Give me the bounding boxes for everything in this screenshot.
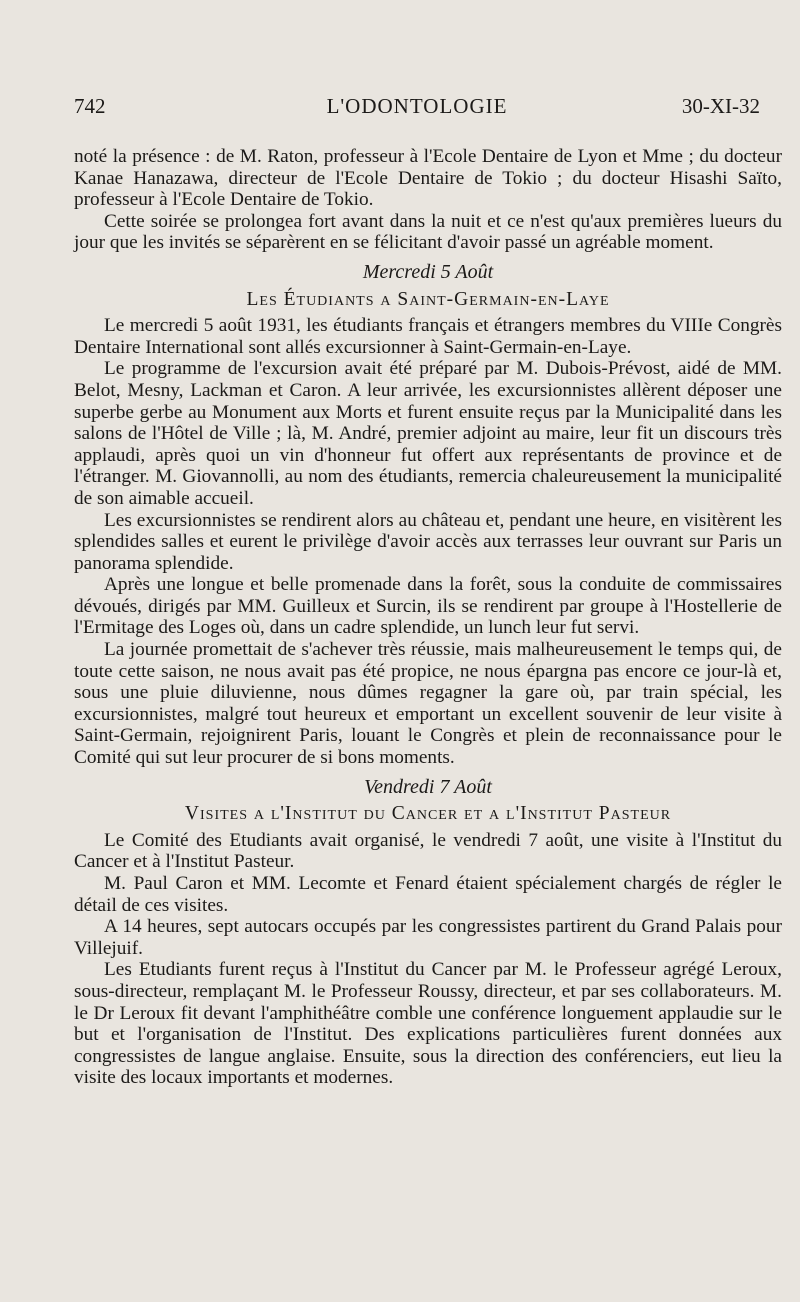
paragraph: Après une longue et belle promenade dans la forêt, sous la conduite de commissaires dévoués, dirigés par MM. Guilleux et Surcin, ils se rendirent par groupe à l'Hostellerie de l'Ermitage des Loges où, dans un cadre splendide, un lunch leur fut servi. (74, 574, 782, 639)
paragraph: Le programme de l'excursion avait été préparé par M. Dubois-Prévost, aidé de MM. Belot, Mesny, Lackman et Caron. A leur arrivée, les excursionnistes allèrent déposer une superbe gerbe au Monument aux Morts et furent ensuite reçus par la Municipalité dans les salons de l'Hôtel de Ville ; là, M. André, premier adjoint au maire, leur fit un discours très applaudi, après quoi un vin d'honneur fut offert aux représentants de province et de l'étranger. M. Giovannolli, au nom des étudiants, remercia chaleureusement la municipalité de son aimable accueil. (74, 358, 782, 509)
intro-paragraph: noté la présence : de M. Raton, professeur à l'Ecole Dentaire de Lyon et Mme ; du docteur Kanae Hanazawa, directeur de l'Ecole Dentaire de Tokio ; du docteur Hisashi Saïto, professeur à l'Ecole Dentaire de Tokio. (74, 146, 782, 211)
paragraph: A 14 heures, sept autocars occupés par les congressistes partirent du Grand Palais pour Villejuif. (74, 916, 782, 959)
intro-paragraph: Cette soirée se prolongea fort avant dans la nuit et ce n'est qu'aux premières lueurs du jour que les invités se séparèrent en se félicitant d'avoir passé un agréable moment. (74, 210, 782, 254)
section-heading: Visites a l'Institut du Cancer et a l'Institut Pasteur (184, 803, 672, 825)
page-number: 742 (74, 94, 106, 118)
paragraph: Le Comité des Etudiants avait organisé, le vendredi 7 août, une visite à l'Institut du Cancer et à l'Institut Pasteur. (74, 829, 782, 873)
paragraph: La journée promettait de s'achever très réussie, mais malheureusement le temps qui, de toute cette saison, ne nous avait pas été propice, ne nous épargna pas encore ce jour-là et, sous une pluie diluvienne, nous dûmes regagner la gare où, par train spécial, les excursionnistes, malgré tout heureux et emportant un excellent souvenir de leur visite à Saint-Germain, rejoignirent Paris, louant le Congrès et plein de reconnaissance pour le Comité qui sut leur procurer de si bons moments. (74, 639, 782, 769)
section-date: Mercredi 5 Août (362, 260, 494, 283)
running-title: L'ODONTOLOGIE (326, 94, 508, 118)
paragraph: Les excursionnistes se rendirent alors au château et, pendant une heure, en visitèrent les splendides salles et eurent le privilège d'avoir accès aux terrasses leur ouvrant sur Paris un panorama splendide. (74, 509, 782, 574)
issue-date: 30-XI-32 (681, 94, 760, 118)
article-body (74, 146, 782, 1089)
section-date: Vendredi 7 Août (364, 775, 492, 798)
page-header (74, 94, 760, 124)
paragraph: Le mercredi 5 août 1931, les étudiants français et étrangers membres du VIIIe Congrès Dentaire International sont allés excursionner à Saint-Germain-en-Laye. (74, 315, 782, 358)
section-heading: Les Étudiants a Saint-Germain-en-Laye (246, 288, 610, 310)
paragraph: Les Etudiants furent reçus à l'Institut du Cancer par M. le Professeur agrégé Leroux, sous-directeur, remplaçant M. le Professeur Roussy, directeur, et par ses collaborateurs. M. le Dr Leroux fit devant l'amphithéâtre comble une conférence longuement applaudie sur le but et l'organisation de l'Institut. Des explications particulières furent données aux congressistes de langue anglaise. Ensuite, sous la direction des conférenciers, eut lieu la visite des locaux importants et modernes. (74, 959, 782, 1089)
paragraph: M. Paul Caron et MM. Lecomte et Fenard étaient spécialement chargés de régler le détail de ces visites. (74, 873, 782, 916)
